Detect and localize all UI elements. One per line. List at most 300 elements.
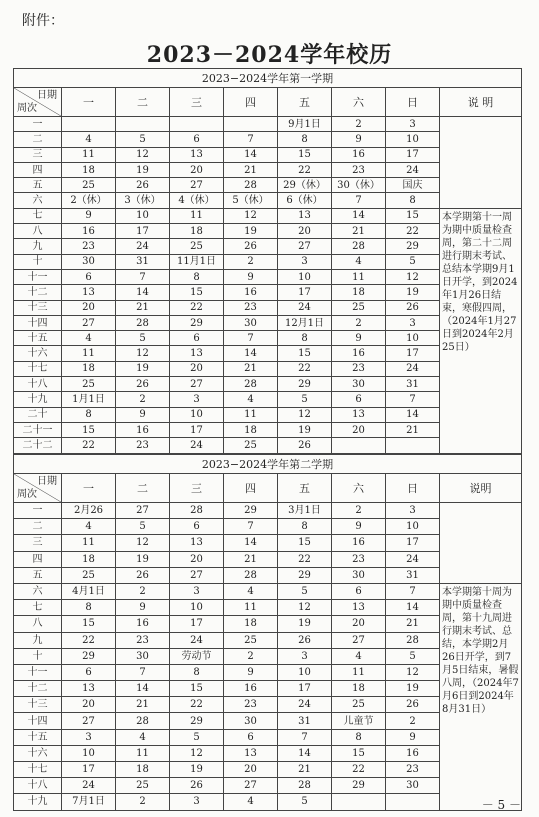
date-cell: 30 bbox=[332, 567, 386, 583]
weekday-header: 二 bbox=[116, 474, 170, 503]
date-cell: 3 bbox=[170, 583, 224, 599]
semester-note-text: 本学期第十周为期中质量检查周，第十九周进行期末考试、总结，本学期2月26日开学，到7月5日结束，暑假八周，（2024年7月6日到2024年8月31日） bbox=[442, 586, 519, 715]
week-number: 八 bbox=[14, 224, 62, 239]
date-cell: 2 bbox=[116, 583, 170, 599]
date-cell: 9 bbox=[224, 269, 278, 284]
date-cell: 28 bbox=[170, 503, 224, 519]
week-number: 十八 bbox=[14, 377, 62, 392]
date-cell: 20 bbox=[332, 616, 386, 632]
date-cell: 5 bbox=[170, 729, 224, 745]
weekday-header: 二 bbox=[116, 88, 170, 117]
date-cell: 25 bbox=[62, 377, 116, 392]
date-cell: 4 bbox=[224, 794, 278, 810]
week-number: 十 bbox=[14, 254, 62, 269]
date-cell: 13 bbox=[62, 681, 116, 697]
date-cell: 2 bbox=[386, 713, 440, 729]
date-cell: 18 bbox=[224, 616, 278, 632]
date-cell: 23 bbox=[386, 762, 440, 778]
date-cell: 13 bbox=[170, 147, 224, 162]
date-cell: 7 bbox=[332, 193, 386, 208]
date-cell: 17 bbox=[278, 285, 332, 300]
week-number: 六 bbox=[14, 583, 62, 599]
date-cell: 10 bbox=[386, 132, 440, 147]
date-cell bbox=[386, 794, 440, 810]
date-cell: 19 bbox=[170, 762, 224, 778]
weekday-header: 六 bbox=[332, 474, 386, 503]
week-number: 九 bbox=[14, 239, 62, 254]
date-cell: 22 bbox=[62, 438, 116, 453]
date-cell: 24 bbox=[170, 632, 224, 648]
date-cell: 10 bbox=[386, 331, 440, 346]
week-number: 九 bbox=[14, 632, 62, 648]
weekday-header: 五 bbox=[278, 474, 332, 503]
date-cell: 24 bbox=[62, 778, 116, 794]
date-cell bbox=[224, 117, 278, 132]
date-cell: 2 bbox=[224, 254, 278, 269]
date-cell: 18 bbox=[62, 162, 116, 177]
date-cell: 11 bbox=[62, 346, 116, 361]
date-cell: 16 bbox=[224, 681, 278, 697]
date-cell: 22 bbox=[278, 361, 332, 376]
week-number: 二十二 bbox=[14, 438, 62, 453]
date-cell: 30 bbox=[332, 377, 386, 392]
week-number: 四 bbox=[14, 551, 62, 567]
date-cell: 26 bbox=[386, 300, 440, 315]
date-cell: 6 bbox=[62, 664, 116, 680]
week-number: 十 bbox=[14, 648, 62, 664]
date-cell: 19 bbox=[224, 224, 278, 239]
date-cell: 17 bbox=[116, 224, 170, 239]
date-cell: 10 bbox=[386, 519, 440, 535]
date-cell: 28 bbox=[332, 239, 386, 254]
date-cell: 劳动节 bbox=[170, 648, 224, 664]
date-cell: 20 bbox=[62, 300, 116, 315]
date-cell: 4 bbox=[62, 331, 116, 346]
date-cell: 9 bbox=[332, 132, 386, 147]
date-cell: 14 bbox=[224, 535, 278, 551]
date-cell: 9 bbox=[116, 600, 170, 616]
date-cell: 7 bbox=[278, 729, 332, 745]
date-cell: 8 bbox=[278, 132, 332, 147]
date-cell: 27 bbox=[170, 178, 224, 193]
date-cell: 16 bbox=[116, 422, 170, 437]
date-cell: 14 bbox=[116, 681, 170, 697]
date-cell: 15 bbox=[170, 285, 224, 300]
date-cell: 12 bbox=[170, 745, 224, 761]
date-cell: 19 bbox=[116, 361, 170, 376]
week-number: 十一 bbox=[14, 269, 62, 284]
date-cell: 15 bbox=[278, 346, 332, 361]
date-cell: 15 bbox=[278, 535, 332, 551]
date-cell: 5 bbox=[116, 132, 170, 147]
date-cell: 13 bbox=[170, 346, 224, 361]
date-cell: 9 bbox=[62, 208, 116, 223]
date-cell bbox=[116, 117, 170, 132]
date-cell: 18 bbox=[332, 285, 386, 300]
date-cell: 4 bbox=[332, 648, 386, 664]
date-cell: 19 bbox=[386, 285, 440, 300]
date-cell: 7月1日 bbox=[62, 794, 116, 810]
date-cell: 3 bbox=[170, 794, 224, 810]
date-cell: 6 bbox=[224, 729, 278, 745]
date-cell bbox=[386, 438, 440, 453]
date-cell: 15 bbox=[278, 147, 332, 162]
date-cell: 15 bbox=[386, 208, 440, 223]
date-cell: 8 bbox=[62, 407, 116, 422]
date-cell: 11月1日 bbox=[170, 254, 224, 269]
week-number: 十九 bbox=[14, 392, 62, 407]
date-cell: 2 bbox=[116, 392, 170, 407]
date-cell: 17 bbox=[278, 681, 332, 697]
date-cell: 27 bbox=[170, 567, 224, 583]
note-blank bbox=[440, 503, 522, 584]
date-cell: 13 bbox=[62, 285, 116, 300]
week-row bbox=[14, 583, 522, 599]
date-cell: 14 bbox=[332, 208, 386, 223]
week-number: 十七 bbox=[14, 762, 62, 778]
week-number: 十六 bbox=[14, 346, 62, 361]
date-cell: 11 bbox=[62, 535, 116, 551]
date-cell: 18 bbox=[170, 224, 224, 239]
date-cell: 24 bbox=[278, 697, 332, 713]
date-cell: 5 bbox=[278, 794, 332, 810]
date-cell: 30 bbox=[224, 713, 278, 729]
week-number: 十二 bbox=[14, 681, 62, 697]
date-cell: 21 bbox=[224, 361, 278, 376]
week-row bbox=[14, 117, 522, 132]
date-cell: 24 bbox=[386, 361, 440, 376]
date-cell: 儿童节 bbox=[332, 713, 386, 729]
weekday-header: 四 bbox=[224, 88, 278, 117]
week-number: 六 bbox=[14, 193, 62, 208]
weekday-header: 日 bbox=[386, 88, 440, 117]
date-cell: 22 bbox=[62, 632, 116, 648]
weekday-header: 三 bbox=[170, 88, 224, 117]
date-cell: 14 bbox=[224, 147, 278, 162]
date-cell: 21 bbox=[386, 616, 440, 632]
date-header-label: 日期 bbox=[37, 476, 57, 487]
date-cell: 31 bbox=[116, 254, 170, 269]
date-cell: 21 bbox=[116, 697, 170, 713]
date-cell: 5 bbox=[278, 392, 332, 407]
week-number: 一 bbox=[14, 117, 62, 132]
date-cell: 25 bbox=[224, 438, 278, 453]
semester2-table bbox=[13, 454, 522, 811]
date-cell: 22 bbox=[278, 551, 332, 567]
week-number: 二十一 bbox=[14, 422, 62, 437]
date-header-label: 日期 bbox=[37, 90, 57, 101]
date-cell: 3 bbox=[278, 254, 332, 269]
date-cell: 4（休） bbox=[170, 193, 224, 208]
date-cell: 13 bbox=[170, 535, 224, 551]
date-cell: 5 bbox=[386, 254, 440, 269]
date-cell: 5 bbox=[116, 331, 170, 346]
date-cell: 11 bbox=[116, 745, 170, 761]
date-cell: 3 bbox=[62, 729, 116, 745]
semester-caption: 2023−2024学年第一学期 bbox=[14, 69, 522, 88]
date-cell: 27 bbox=[116, 503, 170, 519]
date-cell: 25 bbox=[224, 632, 278, 648]
date-cell: 12 bbox=[278, 407, 332, 422]
date-cell: 30 bbox=[116, 648, 170, 664]
date-cell: 28 bbox=[224, 567, 278, 583]
date-cell: 6 bbox=[332, 392, 386, 407]
date-cell: 5 bbox=[386, 648, 440, 664]
date-cell: 2 bbox=[224, 648, 278, 664]
date-cell: 22 bbox=[170, 697, 224, 713]
week-number: 七 bbox=[14, 208, 62, 223]
date-cell: 25 bbox=[332, 697, 386, 713]
date-cell: 5 bbox=[116, 519, 170, 535]
date-cell: 23 bbox=[224, 300, 278, 315]
date-cell: 2（休） bbox=[62, 193, 116, 208]
date-cell: 9 bbox=[332, 331, 386, 346]
date-cell: 15 bbox=[170, 681, 224, 697]
date-cell: 10 bbox=[62, 745, 116, 761]
date-cell: 11 bbox=[170, 208, 224, 223]
date-cell: 27 bbox=[224, 778, 278, 794]
week-number: 一 bbox=[14, 503, 62, 519]
date-cell: 16 bbox=[332, 147, 386, 162]
date-cell: 19 bbox=[116, 551, 170, 567]
date-cell: 9月1日 bbox=[278, 117, 332, 132]
date-cell: 18 bbox=[332, 681, 386, 697]
date-cell: 2月26 bbox=[62, 503, 116, 519]
week-number: 八 bbox=[14, 616, 62, 632]
date-cell: 1月1日 bbox=[62, 392, 116, 407]
date-cell: 20 bbox=[332, 422, 386, 437]
date-cell: 4 bbox=[224, 583, 278, 599]
date-cell: 6 bbox=[170, 331, 224, 346]
week-header-label: 周次 bbox=[17, 489, 37, 500]
date-cell: 3 bbox=[386, 503, 440, 519]
date-cell: 12 bbox=[386, 664, 440, 680]
date-cell bbox=[332, 438, 386, 453]
date-cell: 26 bbox=[116, 567, 170, 583]
date-cell: 22 bbox=[386, 224, 440, 239]
date-cell: 20 bbox=[224, 762, 278, 778]
date-cell: 30（休） bbox=[332, 178, 386, 193]
date-cell: 31 bbox=[386, 567, 440, 583]
date-cell: 18 bbox=[224, 422, 278, 437]
date-cell: 10 bbox=[170, 600, 224, 616]
date-week-header bbox=[14, 88, 62, 117]
date-cell: 11 bbox=[332, 664, 386, 680]
date-cell: 17 bbox=[386, 346, 440, 361]
date-cell: 28 bbox=[224, 377, 278, 392]
week-number: 十三 bbox=[14, 300, 62, 315]
date-cell: 23 bbox=[332, 551, 386, 567]
week-number: 二 bbox=[14, 519, 62, 535]
date-cell: 30 bbox=[62, 254, 116, 269]
date-cell: 29 bbox=[170, 713, 224, 729]
date-cell: 20 bbox=[170, 361, 224, 376]
date-cell: 16 bbox=[224, 285, 278, 300]
date-cell: 24 bbox=[116, 239, 170, 254]
date-cell: 29 bbox=[332, 778, 386, 794]
date-cell: 25 bbox=[62, 178, 116, 193]
date-cell: 26 bbox=[116, 377, 170, 392]
date-cell: 22 bbox=[278, 162, 332, 177]
date-cell: 13 bbox=[224, 745, 278, 761]
date-cell: 12 bbox=[224, 208, 278, 223]
date-cell: 7 bbox=[386, 392, 440, 407]
date-cell: 11 bbox=[62, 147, 116, 162]
date-cell: 30 bbox=[224, 315, 278, 330]
date-cell: 24 bbox=[278, 300, 332, 315]
note-header: 说 明 bbox=[440, 88, 522, 117]
date-cell: 13 bbox=[332, 407, 386, 422]
weekday-header: 一 bbox=[62, 88, 116, 117]
date-cell: 18 bbox=[62, 361, 116, 376]
date-cell: 5 bbox=[278, 583, 332, 599]
date-cell: 23 bbox=[224, 697, 278, 713]
date-cell: 7 bbox=[224, 331, 278, 346]
date-cell: 8 bbox=[278, 331, 332, 346]
date-cell: 4 bbox=[62, 519, 116, 535]
date-cell: 3 bbox=[386, 315, 440, 330]
week-number: 十八 bbox=[14, 778, 62, 794]
date-cell: 6（休） bbox=[278, 193, 332, 208]
date-cell bbox=[170, 117, 224, 132]
date-cell: 8 bbox=[170, 664, 224, 680]
date-cell: 28 bbox=[116, 315, 170, 330]
week-number: 三 bbox=[14, 535, 62, 551]
date-cell: 3 bbox=[278, 648, 332, 664]
date-cell: 国庆 bbox=[386, 178, 440, 193]
note-header: 说明 bbox=[440, 474, 522, 503]
date-cell: 4 bbox=[62, 132, 116, 147]
date-cell: 10 bbox=[278, 664, 332, 680]
date-cell: 27 bbox=[62, 713, 116, 729]
week-row bbox=[14, 503, 522, 519]
date-cell: 29 bbox=[170, 315, 224, 330]
date-cell: 27 bbox=[278, 239, 332, 254]
date-cell bbox=[62, 117, 116, 132]
date-cell: 2 bbox=[116, 794, 170, 810]
date-cell: 4月1日 bbox=[62, 583, 116, 599]
date-cell: 17 bbox=[170, 616, 224, 632]
date-cell: 15 bbox=[62, 422, 116, 437]
date-cell: 19 bbox=[116, 162, 170, 177]
week-number: 十一 bbox=[14, 664, 62, 680]
date-cell: 26 bbox=[116, 178, 170, 193]
date-cell: 2 bbox=[332, 503, 386, 519]
date-cell: 25 bbox=[62, 567, 116, 583]
page-number: － 5 － bbox=[481, 798, 521, 812]
date-cell: 12 bbox=[116, 346, 170, 361]
date-cell: 6 bbox=[170, 519, 224, 535]
date-cell: 10 bbox=[116, 208, 170, 223]
attachment-label: 附件： bbox=[22, 13, 64, 29]
date-cell: 25 bbox=[332, 300, 386, 315]
date-cell: 18 bbox=[116, 762, 170, 778]
date-cell: 21 bbox=[224, 162, 278, 177]
date-cell: 16 bbox=[386, 745, 440, 761]
date-cell: 3（休） bbox=[116, 193, 170, 208]
date-cell: 10 bbox=[278, 269, 332, 284]
date-cell: 12 bbox=[386, 269, 440, 284]
week-number: 二十 bbox=[14, 407, 62, 422]
weekday-header: 日 bbox=[386, 474, 440, 503]
date-cell: 24 bbox=[386, 162, 440, 177]
date-cell: 4 bbox=[332, 254, 386, 269]
date-cell: 9 bbox=[386, 729, 440, 745]
week-number: 七 bbox=[14, 600, 62, 616]
weekday-header: 五 bbox=[278, 88, 332, 117]
semester-note bbox=[440, 583, 522, 810]
date-cell: 29 bbox=[278, 377, 332, 392]
date-cell: 20 bbox=[170, 551, 224, 567]
date-cell: 23 bbox=[332, 361, 386, 376]
date-cell: 19 bbox=[278, 616, 332, 632]
date-cell: 11 bbox=[332, 269, 386, 284]
date-cell: 18 bbox=[62, 551, 116, 567]
date-cell: 3 bbox=[170, 392, 224, 407]
date-cell: 13 bbox=[278, 208, 332, 223]
date-cell: 29 bbox=[386, 239, 440, 254]
date-cell: 26 bbox=[278, 438, 332, 453]
date-cell: 17 bbox=[386, 535, 440, 551]
week-number: 四 bbox=[14, 162, 62, 177]
date-cell: 21 bbox=[224, 551, 278, 567]
week-number: 十五 bbox=[14, 729, 62, 745]
page-title: 2023－2024学年校历 bbox=[146, 42, 393, 68]
date-cell: 8 bbox=[62, 600, 116, 616]
semester-note-text: 本学期第十一周为期中质量检查周，第二十二周进行期末考试、总结本学期9月1日开学，到2024年1月26日结束，寒假四周，（2024年1月27日到2024年2月25日） bbox=[442, 211, 518, 353]
date-cell: 14 bbox=[116, 285, 170, 300]
date-cell: 11 bbox=[224, 407, 278, 422]
date-cell: 21 bbox=[386, 422, 440, 437]
date-cell: 12 bbox=[116, 147, 170, 162]
date-cell: 6 bbox=[170, 132, 224, 147]
date-cell: 2 bbox=[332, 117, 386, 132]
date-cell: 15 bbox=[62, 616, 116, 632]
date-cell: 20 bbox=[278, 224, 332, 239]
date-cell: 28 bbox=[224, 178, 278, 193]
date-cell: 10 bbox=[170, 407, 224, 422]
date-cell: 26 bbox=[224, 239, 278, 254]
date-cell: 17 bbox=[170, 422, 224, 437]
week-number: 三 bbox=[14, 147, 62, 162]
date-cell: 9 bbox=[116, 407, 170, 422]
date-cell: 8 bbox=[332, 729, 386, 745]
date-cell: 21 bbox=[332, 224, 386, 239]
date-cell: 21 bbox=[116, 300, 170, 315]
date-cell: 16 bbox=[332, 346, 386, 361]
date-cell: 14 bbox=[224, 346, 278, 361]
date-cell: 5（休） bbox=[224, 193, 278, 208]
date-cell: 27 bbox=[62, 315, 116, 330]
weekday-header: 四 bbox=[224, 474, 278, 503]
date-cell: 27 bbox=[332, 632, 386, 648]
date-cell: 9 bbox=[224, 664, 278, 680]
date-week-header bbox=[14, 474, 62, 503]
week-number: 五 bbox=[14, 178, 62, 193]
week-number: 十二 bbox=[14, 285, 62, 300]
date-cell: 12月1日 bbox=[278, 315, 332, 330]
date-cell: 6 bbox=[62, 269, 116, 284]
date-cell: 6 bbox=[332, 583, 386, 599]
week-number: 二 bbox=[14, 132, 62, 147]
week-number: 十七 bbox=[14, 361, 62, 376]
date-cell: 7 bbox=[224, 519, 278, 535]
week-number: 十五 bbox=[14, 331, 62, 346]
date-cell: 3 bbox=[386, 117, 440, 132]
date-cell: 16 bbox=[62, 224, 116, 239]
date-cell: 17 bbox=[62, 762, 116, 778]
date-cell: 28 bbox=[386, 632, 440, 648]
